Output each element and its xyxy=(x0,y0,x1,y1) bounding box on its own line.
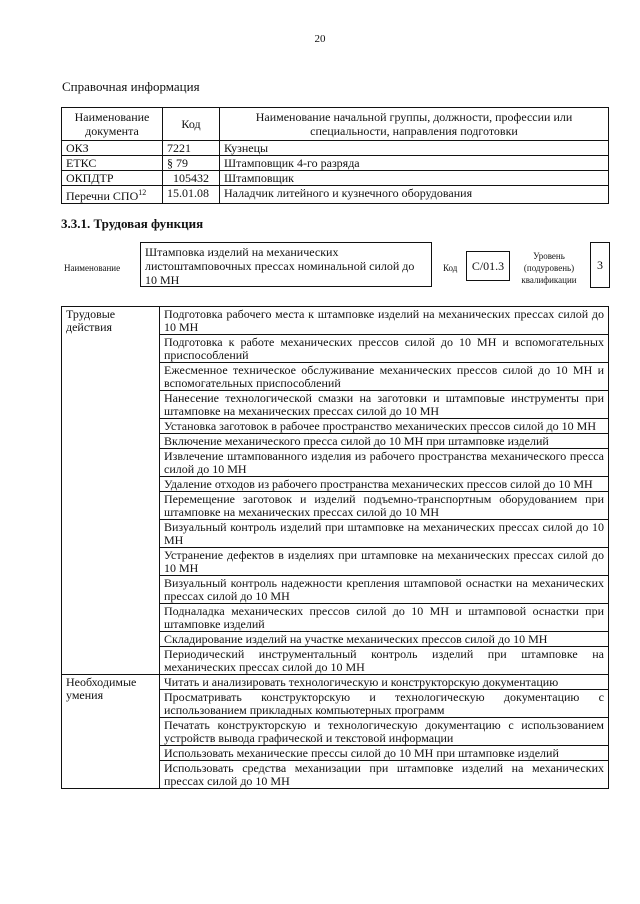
table-row xyxy=(62,171,609,186)
skills-label: Необходимые умения xyxy=(62,675,160,789)
labor-actions-item: Визуальный контроль изделий при штамповке на механических прессах силой до 10 МН xyxy=(160,520,609,548)
labor-actions-label: Трудовые действия xyxy=(62,307,160,675)
table-row xyxy=(62,307,609,335)
labor-actions-item: Периодический инструментальный контроль изделий при штамповке на механических прессах силой до 10 МН xyxy=(160,647,609,675)
skills-item: Читать и анализировать технологическую и конструкторскую документацию xyxy=(160,675,609,690)
row-name: Штамповщик 4-го разряда xyxy=(220,156,609,171)
skills-item: Использовать средства механизации при штамповке изделий на механических прессах силой до 10 МН xyxy=(160,761,609,789)
function-name-label: Наименование xyxy=(64,263,121,273)
labor-actions-item: Складирование изделий на участке механических прессов силой до 10 МН xyxy=(160,632,609,647)
labor-actions-item: Установка заготовок в рабочее пространство механических прессов силой до 10 МН xyxy=(160,419,609,434)
row-document: ЕТКС xyxy=(62,156,163,171)
row-document: ОКЗ xyxy=(62,141,163,156)
row-name: Кузнецы xyxy=(220,141,609,156)
page-number: 20 xyxy=(314,33,326,45)
skills-item: Печатать конструкторскую и технологическую документацию с использованием устройств вывода графической и текстовой информации xyxy=(160,718,609,746)
header-document: Наименование документа xyxy=(62,108,163,141)
labor-actions-item: Подналадка механических прессов силой до 10 МН и штамповой оснастки при штамповке изделий xyxy=(160,604,609,632)
labor-actions-item: Подготовка рабочего места к штамповке изделий на механических прессах силой до 10 МН xyxy=(160,307,609,335)
labor-actions-item: Визуальный контроль надежности крепления штамповой оснастки на механических прессах силой до 10 МН xyxy=(160,576,609,604)
section-title: 3.3.1. Трудовая функция xyxy=(61,216,204,231)
labor-actions-item: Извлечение штампованного изделия из рабочего пространства механического пресса силой до 10 МН xyxy=(160,449,609,477)
row-code: 15.01.08 xyxy=(163,186,220,204)
qualification-level-value: 3 xyxy=(590,242,610,288)
header-code: Код xyxy=(163,108,220,141)
table-row xyxy=(62,186,609,204)
row-code: § 79 xyxy=(163,156,220,171)
labor-actions-item: Нанесение технологической смазки на заготовки и штамповые инструменты при штамповке на механических прессах силой до 10 МН xyxy=(160,391,609,419)
skills-item: Использовать механические прессы силой до 10 МН при штамповке изделий xyxy=(160,746,609,761)
function-code-label: Код xyxy=(443,263,458,273)
row-name: Наладчик литейного и кузнечного оборудования xyxy=(220,186,609,204)
labor-actions-item: Перемещение заготовок и изделий подъемно-транспортным оборудованием при штамповке на механических прессах силой до 10 МН xyxy=(160,492,609,520)
function-details-body xyxy=(62,307,609,789)
table-row xyxy=(62,156,609,171)
labor-actions-item: Включение механического пресса силой до 10 МН при штамповке изделий xyxy=(160,434,609,449)
function-code-value: С/01.3 xyxy=(466,251,510,281)
footnote-ref: 12 xyxy=(138,188,147,197)
table-row xyxy=(62,141,609,156)
reference-header-row xyxy=(62,108,609,141)
row-code: 105432 xyxy=(163,171,220,186)
reference-table xyxy=(61,107,609,204)
reference-title: Справочная информация xyxy=(62,79,200,94)
row-document-text: Перечни СПО xyxy=(66,189,139,203)
row-name: Штамповщик xyxy=(220,171,609,186)
row-document xyxy=(62,186,163,204)
labor-actions-item: Удаление отходов из рабочего пространства механических прессов силой до 10 МН xyxy=(160,477,609,492)
labor-actions-item: Устранение дефектов в изделиях при штамповке на механических прессах силой до 10 МН xyxy=(160,548,609,576)
labor-actions-item: Подготовка к работе механических прессов силой до 10 МН и вспомогательных приспособлений xyxy=(160,335,609,363)
function-details-table xyxy=(61,306,609,789)
row-document: ОКПДТР xyxy=(62,171,163,186)
row-code: 7221 xyxy=(163,141,220,156)
header-name: Наименование начальной группы, должности, профессии или специальности, направления подготовки xyxy=(220,108,609,141)
skills-item: Просматривать конструкторскую и технологическую документацию с использованием прикладных компьютерных программ xyxy=(160,690,609,718)
function-name-value: Штамповка изделий на механических листоштамповочных прессах номинальной силой до 10 МН xyxy=(140,242,432,287)
table-row xyxy=(62,675,609,690)
qualification-level-label: Уровень (подуровень) квалификации xyxy=(521,251,577,285)
labor-actions-item: Ежесменное техническое обслуживание механических прессов силой до 10 МН и вспомогательных приспособлений xyxy=(160,363,609,391)
